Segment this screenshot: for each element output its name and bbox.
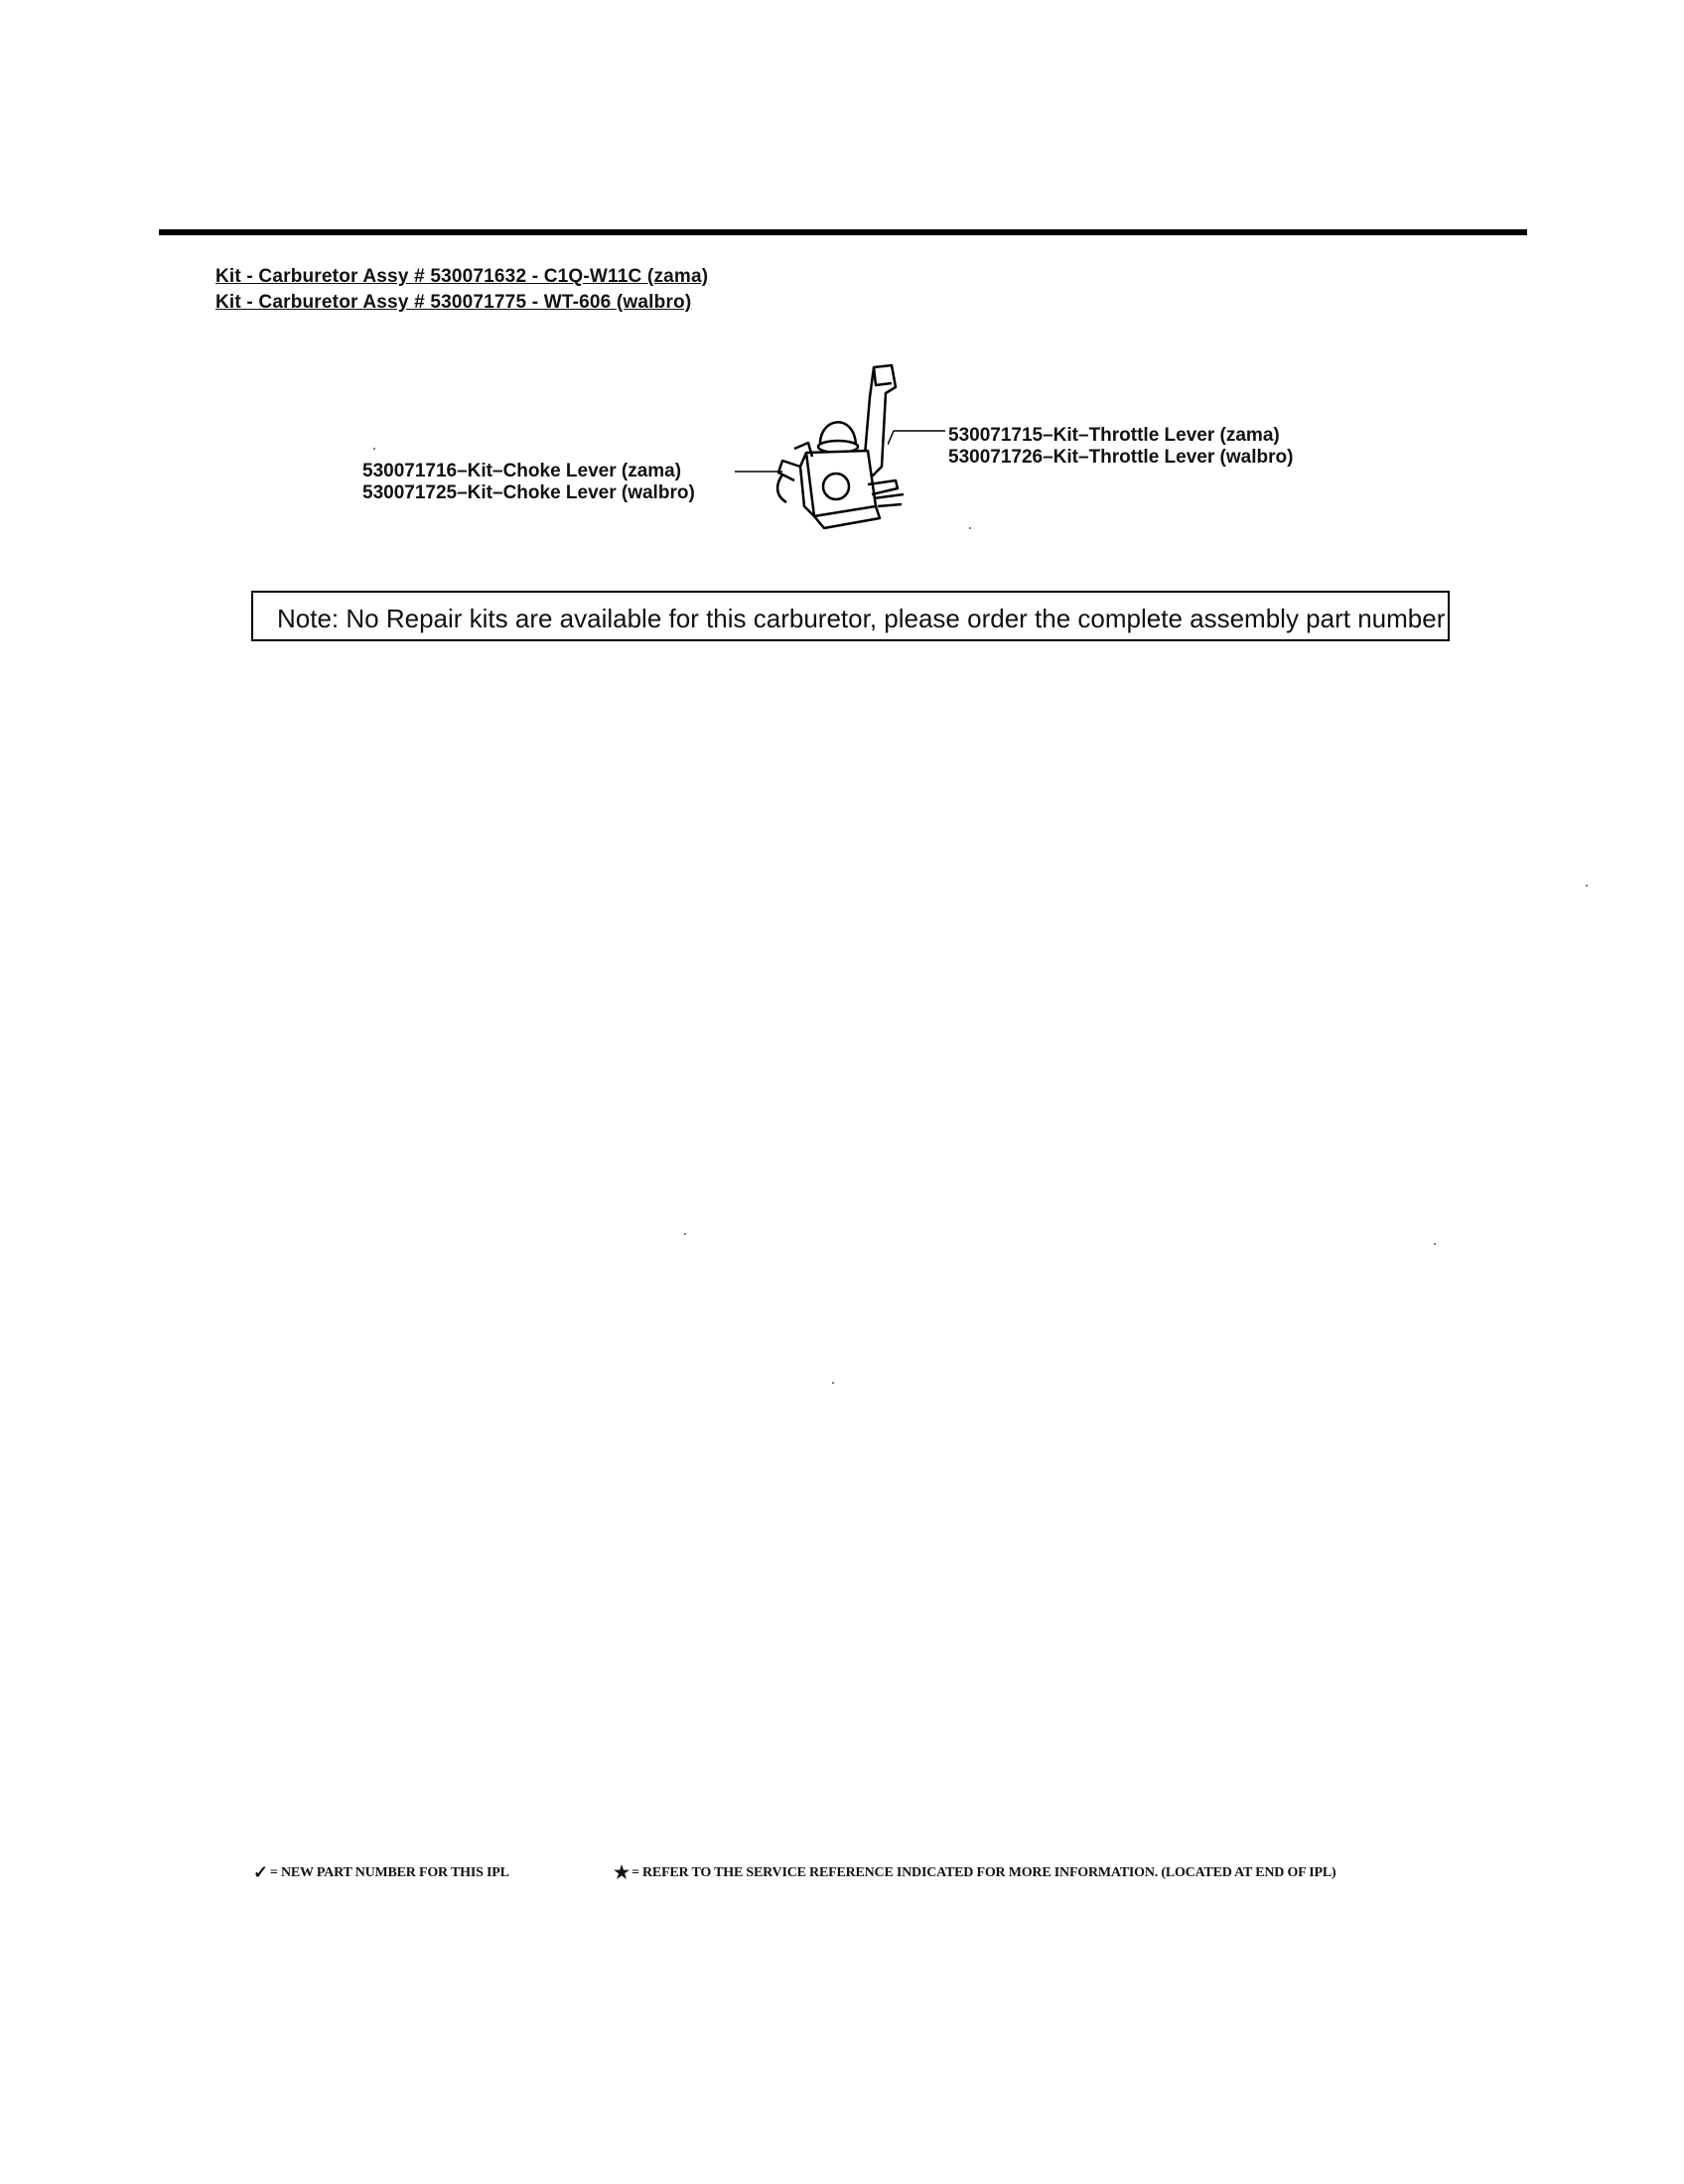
choke-lever-callout xyxy=(362,461,695,504)
choke-leader-line xyxy=(735,467,784,477)
scan-speck xyxy=(1586,885,1588,887)
throttle-lever-zama-label: 530071715–Kit–Throttle Lever (zama) xyxy=(948,425,1280,446)
note-text: Note: No Repair kits are available for this carburetor, please order the complete assembly part number xyxy=(277,604,1446,633)
footer-new-part-legend xyxy=(253,1862,509,1883)
scan-speck xyxy=(684,1233,686,1235)
kit-title-zama: Kit - Carburetor Assy # 530071632 - C1Q-W11C (zama) xyxy=(215,266,709,287)
throttle-leader-line xyxy=(888,429,947,449)
note-box xyxy=(251,591,1450,641)
scan-speck xyxy=(1434,1243,1436,1245)
kit-title-walbro: Kit - Carburetor Assy # 530071775 - WT-606 (walbro) xyxy=(215,292,692,313)
scan-speck xyxy=(832,1382,834,1384)
throttle-lever-callout xyxy=(948,425,1293,469)
choke-lever-walbro-label: 530071725–Kit–Choke Lever (walbro) xyxy=(362,482,695,503)
footer-service-reference-legend xyxy=(614,1862,1335,1883)
footer-new-part-text: = NEW PART NUMBER FOR THIS IPL xyxy=(269,1865,509,1880)
choke-lever-zama-label: 530071716–Kit–Choke Lever (zama) xyxy=(362,461,682,481)
top-rule xyxy=(159,229,1527,235)
footer-service-reference-text: = REFER TO THE SERVICE REFERENCE INDICATED FOR MORE INFORMATION. (LOCATED AT END OF IPL) xyxy=(631,1865,1336,1880)
carburetor-diagram xyxy=(765,357,963,546)
scan-speck xyxy=(373,448,375,450)
star-icon: ★ xyxy=(614,1862,630,1882)
scan-speck xyxy=(969,527,971,529)
throttle-lever-walbro-label: 530071726–Kit–Throttle Lever (walbro) xyxy=(948,447,1294,468)
checkmark-icon: ✓ xyxy=(253,1862,268,1882)
